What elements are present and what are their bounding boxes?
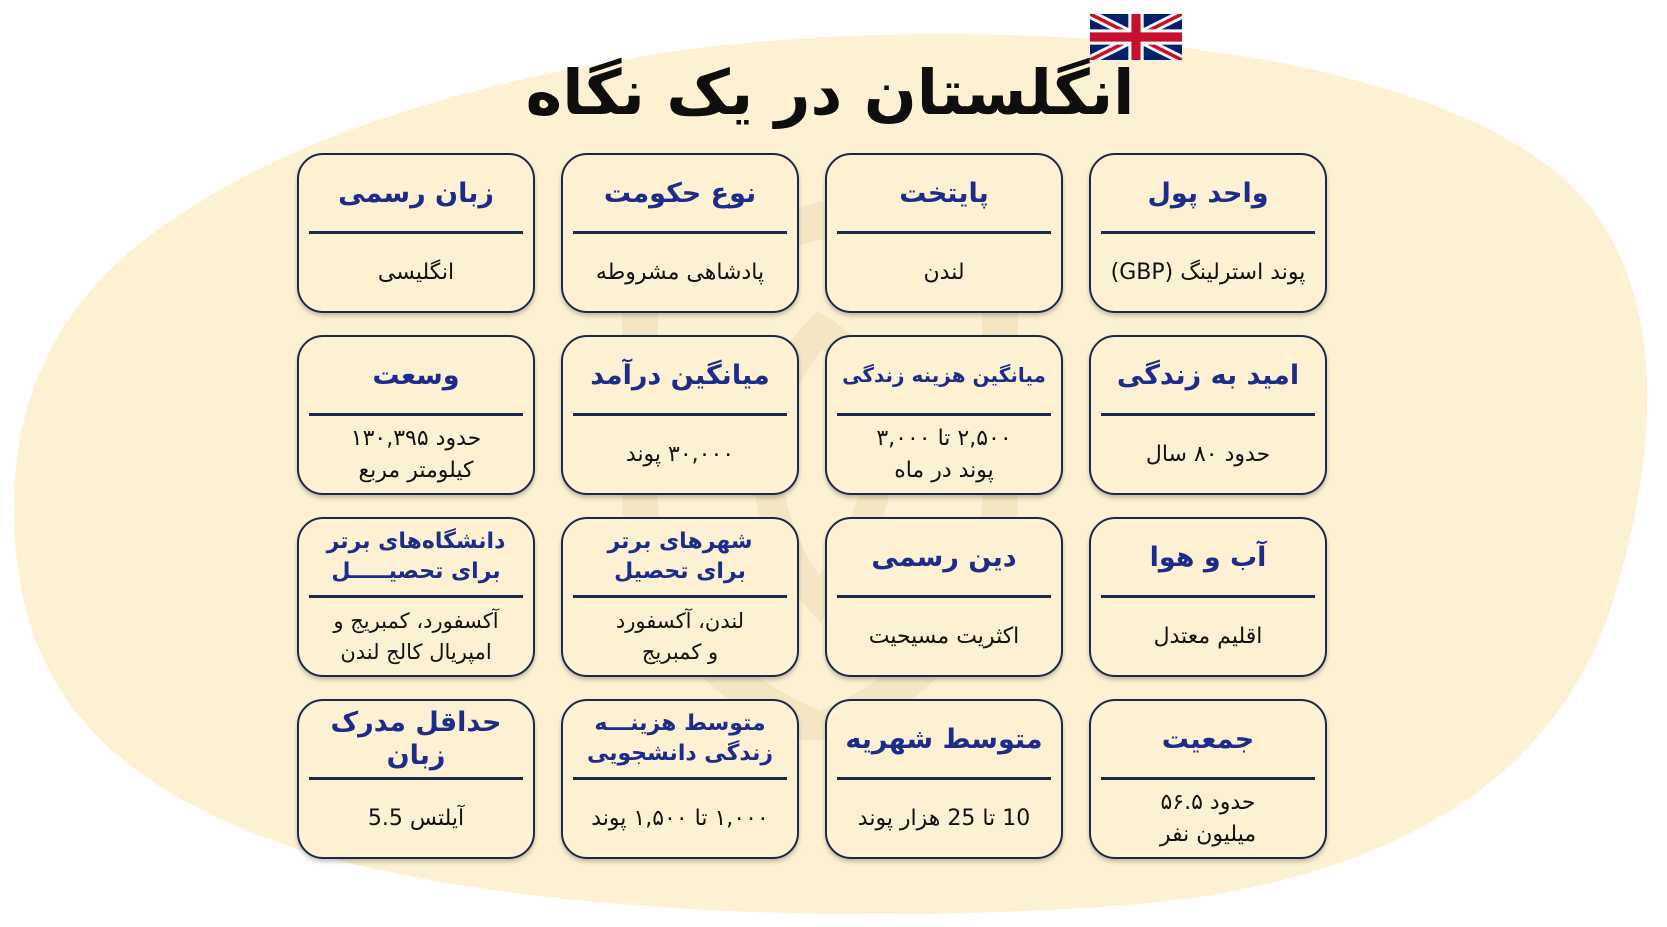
card-heading: متوسط شهریه bbox=[845, 723, 1043, 755]
card-top-study-cities bbox=[561, 517, 799, 677]
card-min-language-certificate bbox=[297, 699, 535, 859]
card-official-language bbox=[297, 153, 535, 313]
card-heading: شهرهای برتر برای تحصیل bbox=[607, 529, 753, 584]
card-value: پوند استرلینگ (GBP) bbox=[1110, 259, 1306, 285]
card-heading: دانشگاه‌های برتر برای تحصیـــــل bbox=[326, 529, 506, 584]
card-climate bbox=[1089, 517, 1327, 677]
card-average-income bbox=[561, 335, 799, 495]
card-top-universities bbox=[297, 517, 535, 677]
card-value: آیلتس 5.5 bbox=[367, 805, 465, 831]
card-value: حدود ۸۰ سال bbox=[1145, 441, 1271, 467]
card-value: ۲,۵۰۰ تا ۳,۰۰۰ پوند در ماه bbox=[876, 425, 1012, 483]
card-heading: حداقل مدرک زبان bbox=[330, 707, 502, 771]
card-heading: واحد پول bbox=[1147, 177, 1269, 209]
card-heading: متوسط هزینـــه زندگی دانشجویی bbox=[587, 711, 773, 766]
card-value: ۱,۰۰۰ تا ۱,۵۰۰ پوند bbox=[591, 805, 769, 831]
card-area bbox=[297, 335, 535, 495]
card-value: اکثریت مسیحیت bbox=[868, 623, 1020, 649]
card-capital bbox=[825, 153, 1063, 313]
card-value: اقلیم معتدل bbox=[1153, 623, 1263, 649]
card-value: پادشاهی مشروطه bbox=[595, 259, 765, 285]
card-heading: نوع حکومت bbox=[603, 177, 757, 209]
card-student-living-cost bbox=[561, 699, 799, 859]
card-heading: آب و هوا bbox=[1149, 541, 1267, 573]
card-life-expectancy bbox=[1089, 335, 1327, 495]
card-heading: دین رسمی bbox=[871, 541, 1017, 573]
card-average-tuition bbox=[825, 699, 1063, 859]
info-card-grid bbox=[295, 153, 1327, 863]
page-title: انگلستان در یک نگاه bbox=[525, 56, 1135, 129]
card-value: 10 تا 25 هزار پوند bbox=[857, 805, 1031, 831]
card-government-type bbox=[561, 153, 799, 313]
card-heading: میانگین هزینه زندگی bbox=[842, 362, 1046, 387]
card-heading: پایتخت bbox=[899, 177, 989, 209]
card-heading: جمعیت bbox=[1161, 723, 1255, 755]
card-currency bbox=[1089, 153, 1327, 313]
card-value: انگلیسی bbox=[377, 259, 455, 285]
card-heading: میانگین درآمد bbox=[590, 359, 770, 391]
card-value: ۳۰,۰۰۰ پوند bbox=[625, 441, 735, 467]
card-official-religion bbox=[825, 517, 1063, 677]
card-heading: وسعت bbox=[372, 359, 460, 391]
card-value: لندن، آکسفورد و کمبریج bbox=[615, 608, 745, 664]
card-heading: زبان رسمی bbox=[338, 177, 494, 209]
card-value: حدود ۵۶.۵ میلیون نفر bbox=[1159, 789, 1257, 847]
card-heading: امید به زندگی bbox=[1116, 359, 1300, 391]
card-value: حدود ۱۳۰,۳۹۵ کیلومتر مربع bbox=[350, 425, 482, 483]
card-value: لندن bbox=[923, 259, 965, 285]
card-value: آکسفورد، کمبریج و امپریال کالج لندن bbox=[333, 608, 499, 664]
card-population bbox=[1089, 699, 1327, 859]
card-cost-of-living bbox=[825, 335, 1063, 495]
